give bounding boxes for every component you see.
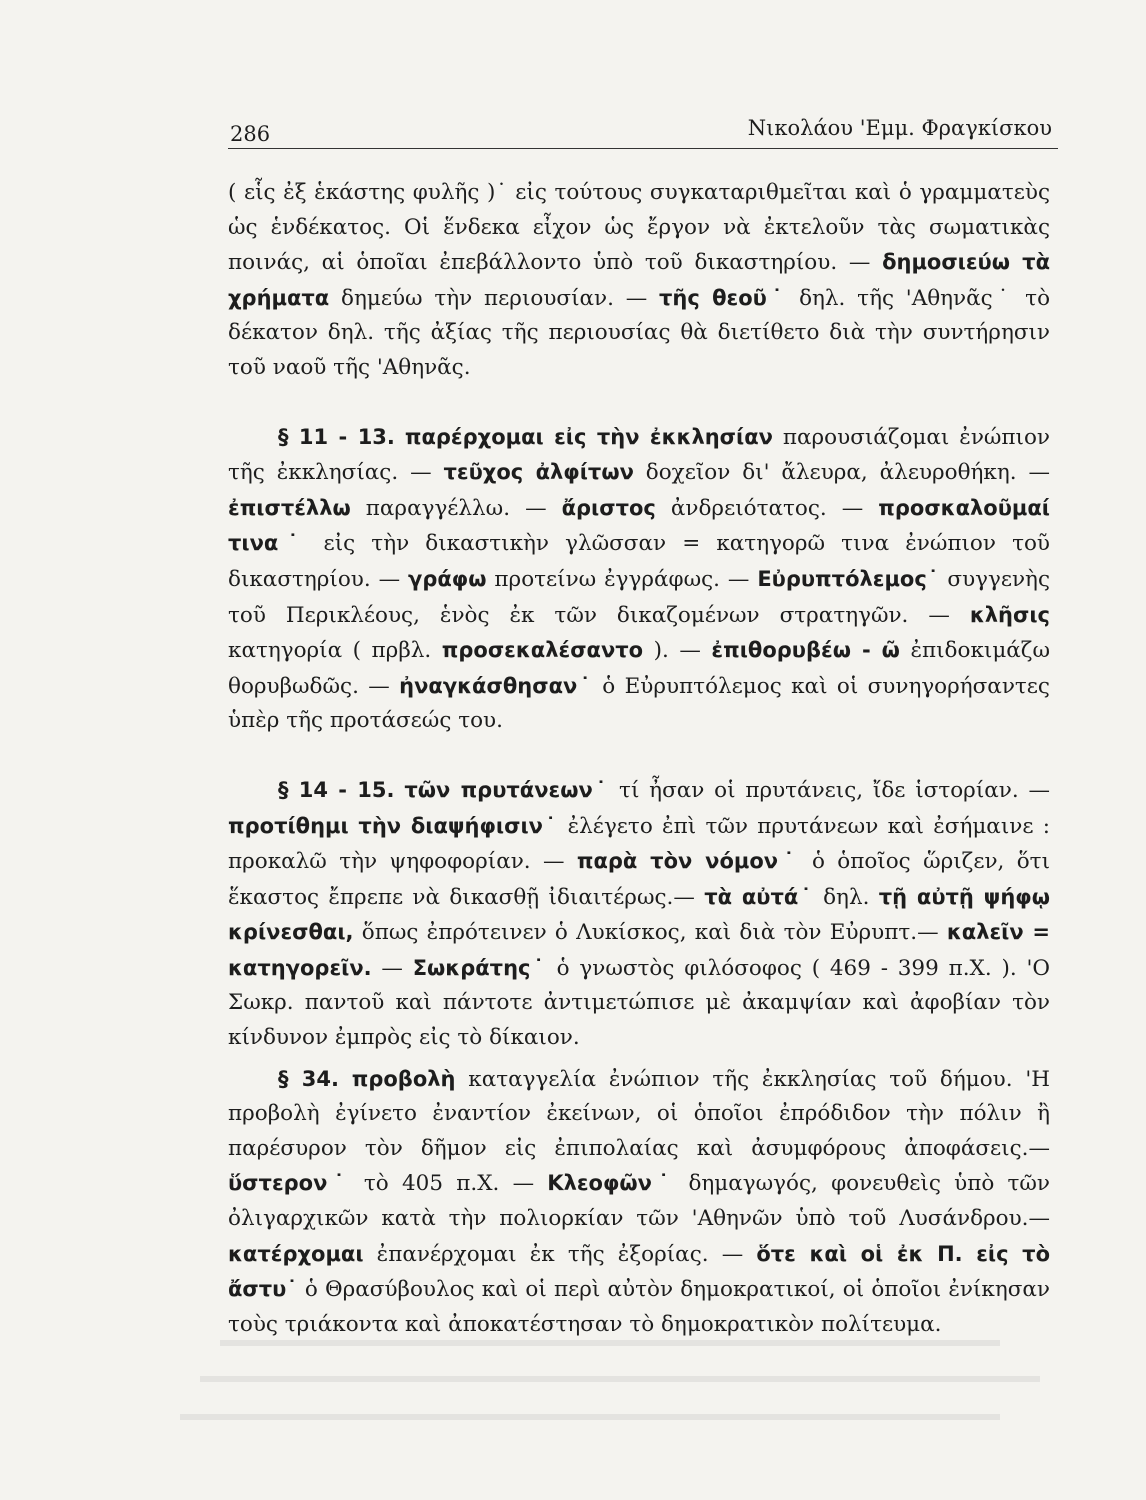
text-run: παρουσιάζομαι ἐνώπιον τῆς ἐκκλησίας. — (228, 424, 1050, 486)
text-run: εἰς τὴν δικαστικὴν γλῶσσαν = κατηγορῶ τινα ἐνώπιον τοῦ δικαστηρίου. — (228, 531, 1050, 592)
text-run: προτείνω ἐγγράφως. — (486, 566, 758, 592)
text-run: ὁ γνωστὸς φιλόσοφος ( 469 - 399 π.Χ. ). 'Ο Σωκρ. παντοῦ καὶ πάντοτε ἀντιμετώπισε μὲ ἀκαμψίαν καὶ ἀφοβίαν τὸν κίνδυνον ἐμπρὸς εἰς τὸ δίκαιον. (228, 955, 1050, 1051)
lemma: προτίθημι τὴν διαψήφισιν˙ (228, 813, 559, 838)
text-run: δοχεῖον δι' ἄλευρα, ἀλευροθήκη. — (633, 460, 1050, 486)
text-run (339, 1067, 352, 1092)
header-rule (228, 148, 1058, 149)
lemma: κατέρχομαι (228, 1241, 364, 1266)
text-run: παραγγέλλω. — (350, 495, 562, 521)
text-run: ὁ Εὐρυπτόλεμος καὶ οἱ συνηγορήσαντες ὑπὲρ τῆς προτάσεώς του. (228, 673, 1050, 734)
lemma: τῆς θεοῦ˙ (659, 285, 788, 310)
lemma: τὰ αὐτά˙ (704, 884, 814, 909)
lemma: καλεῖν = κατηγορεῖν. (228, 920, 1051, 980)
section-number: § 14 - 15. (278, 777, 395, 802)
bleed-through-texture (180, 1330, 1080, 1460)
text-run: ἐλέγετο ἐπὶ τῶν πρυτάνεων καὶ ἐσήμαινε : προκαλῶ τὴν ψηφοφορίαν. — (228, 813, 1050, 875)
text-run: — (371, 955, 413, 981)
lemma: ἐπιστέλλω (228, 495, 351, 520)
text-run: ). — (643, 638, 712, 664)
running-head: Νικολάου 'Εμμ. Φραγκίσκου (747, 116, 1052, 140)
text-run: τὸ 405 π.Χ. — (350, 1171, 548, 1197)
text-run: ὁ ὁποῖος ὥριζεν, ὅτι ἕκαστος ἔπρεπε νὰ δικασθῇ ἰδιαιτέρως.— (228, 849, 1051, 910)
text-run: ἐπιδοκιμάζω θορυβωδῶς. — (228, 638, 1050, 699)
text-run: δηλ. τῆς 'Αθηνᾶς˙ τὸ δέκατον δηλ. τῆς ἀξίας τῆς περιουσίας θὰ διετίθετο διὰ τὴν συντήρησιν τοῦ ναοῦ τῆς 'Αθηνᾶς. (228, 285, 1051, 380)
text-run: συγγενὴς τοῦ Περικλέους, ἑνὸς ἐκ τῶν δικαζομένων στρατηγῶν. — (228, 566, 1050, 628)
lemma: ὕστερον˙ (228, 1171, 351, 1196)
text-run: τί ἦσαν οἱ πρυτάνεις, ἴδε ἱστορίαν. — (609, 777, 1050, 803)
lemma: κλῆσις (969, 602, 1050, 627)
lemma: τεῦχος ἀλφίτων (443, 460, 634, 485)
text-run: κατηγορία ( πρβλ. (228, 638, 442, 664)
lemma: προσεκαλέσαντο (441, 638, 644, 663)
lemma: γράφω (408, 566, 487, 591)
paragraph-section-11-13 (228, 420, 1050, 739)
lemma: τῶν πρυτάνεων˙ (404, 777, 610, 802)
lemma: δημοσιεύω τὰ χρήματα (228, 250, 1050, 310)
text-run: ἀνδρειότατος. — (655, 495, 879, 521)
lemma: τῇ αὐτῇ ψήφῳ κρίνεσθαι, (228, 884, 1050, 945)
commentary-body (228, 176, 1050, 1342)
lemma: Εὐρυπτόλεμος˙ (757, 566, 940, 591)
lemma: προσκαλοῦμαί τινα˙ (228, 495, 1050, 556)
lemma: Κλεοφῶν˙ (547, 1171, 676, 1196)
page-header (228, 108, 1058, 148)
text-run: ἐπανέρχομαι ἐκ τῆς ἐξορίας. — (363, 1241, 757, 1267)
text-run (395, 778, 405, 803)
text-run: ὅπως ἐπρότεινεν ὁ Λυκίσκος, καὶ διὰ τὸν Εὐρυπτ.— (353, 920, 947, 946)
text-run: δημεύω τὴν περιουσίαν. — (329, 285, 660, 311)
text-run: ( εἷς ἐξ ἑκάστης φυλῆς )˙ εἰς τούτους συγκαταριθμεῖται καὶ ὁ γραμματεὺς ὡς ἑνδέκατος. Οἱ ἕνδεκα εἶχον ὡς ἔργον νὰ ἐκτελοῦν τὰς σωματικὰς ποινάς, αἱ ὁποῖαι ἐπεβάλλοντο ὑπὸ τοῦ δικαστηρίου. — (228, 180, 1050, 276)
page-number: 286 (230, 122, 271, 146)
lemma: ἄριστος (561, 495, 656, 520)
lemma: Σωκράτης˙ (412, 955, 547, 980)
lemma: ὅτε καὶ οἱ ἐκ Π. εἰς τὸ ἄστυ˙ (228, 1241, 1050, 1302)
lemma: παρέρχομαι εἰς τὴν ἐκκλησίαν (404, 424, 773, 449)
lemma: ἐπιθορυβέω - ῶ (711, 638, 900, 663)
lemma: προβολὴ (351, 1066, 456, 1091)
lemma: παρὰ τὸν νόμον˙ (576, 849, 800, 874)
lemma: ἠναγκάσθησαν˙ (399, 673, 593, 698)
paragraph-section-34 (228, 1062, 1050, 1343)
text-run: ὁ Θρασύβουλος καὶ οἱ περὶ αὐτὸν δημοκρατικοί, οἱ ὁποῖοι ἐνίκησαν τοὺς τριάκοντα καὶ ἀποκατέστησαν τὸ δημοκρατικὸν πολίτευμα. (228, 1277, 1050, 1337)
paragraph-section-14-15 (228, 773, 1050, 1056)
section-number: § 11 - 13. (278, 424, 395, 449)
text-run: καταγγελία ἐνώπιον τῆς ἐκκλησίας τοῦ δήμου. 'Η προβολὴ ἐγίνετο ἐναντίον ἐκείνων, οἱ ὁποῖοι ἐπρόδιδον τὴν πόλιν ἢ παρέσυρον τὸν δῆμον εἰς ἐπιπολαίας καὶ ἀσυμφόρους ἀποφάσεις.— (228, 1066, 1051, 1161)
text-run (395, 425, 405, 450)
text-run: δηλ. (813, 884, 879, 910)
text-run: δημαγωγός, φονευθεὶς ὑπὸ τῶν ὀλιγαρχικῶν κατὰ τὴν πολιορκίαν τῶν 'Αθηνῶν ὑπὸ τοῦ Λυσάνδρου.— (228, 1171, 1050, 1232)
section-number: § 34. (278, 1066, 339, 1091)
paragraph-intro (228, 176, 1050, 386)
